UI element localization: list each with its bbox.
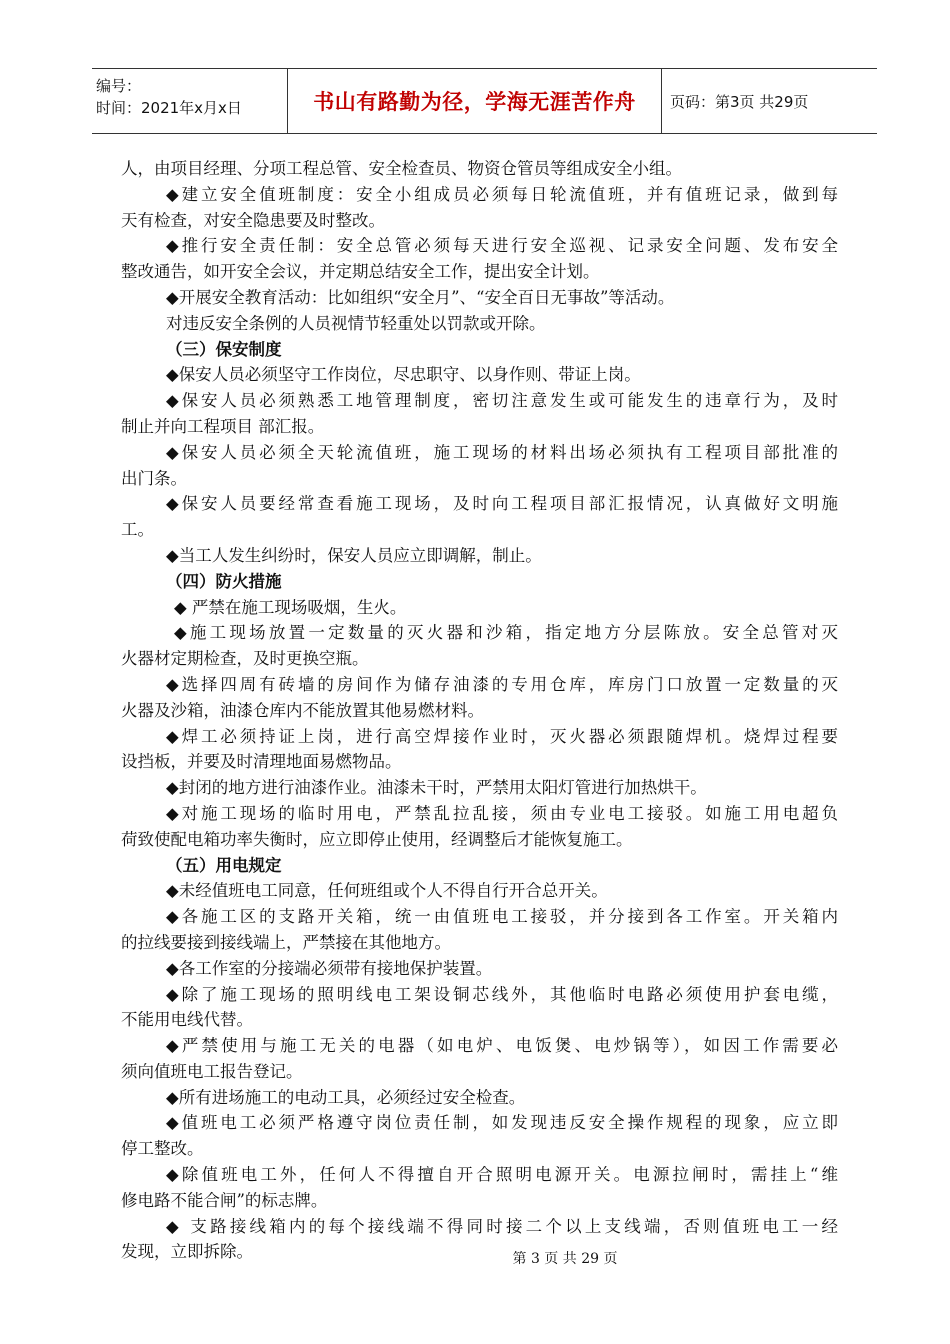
text-line: ◆所有进场施工的电动工具，必须经过安全检查。 [166, 1087, 526, 1107]
text-line: ◆保安人员必须熟悉工地管理制度，密切注意发生或可能发生的违章行为，及时 [166, 391, 838, 411]
text-line: 制止并向工程项目 部汇报。 [121, 416, 325, 436]
text-line: ◆选择四周有砖墙的房间作为储存油漆的专用仓库，库房门口放置一定数量的灭 [166, 674, 838, 694]
text-line: ◆除了施工现场的照明线电工架设铜芯线外，其他临时电路必须使用护套电缆， [166, 984, 838, 1004]
text-line: ◆对施工现场的临时用电，严禁乱拉乱接，须由专业电工接驳。如施工用电超负 [166, 803, 838, 823]
text-line: ◆建立安全值班制度：安全小组成员必须每日轮流值班，并有值班记录，做到每 [166, 184, 838, 204]
text-line: 荷致使配电箱功率失衡时，应立即停止使用，经调整后才能恢复施工。 [121, 829, 633, 849]
text-line: ◆值班电工必须严格遵守岗位责任制，如发现违反安全操作规程的现象，应立即 [166, 1113, 838, 1133]
text-line: ◆开展安全教育活动：比如组织“安全月”、“安全百日无事故”等活动。 [166, 287, 675, 307]
text-line: ◆施工现场放置一定数量的灭火器和沙箱，指定地方分层陈放。安全总管对灭 [174, 623, 838, 643]
text-line: ◆各工作室的分接端必须带有接地保护装置。 [166, 958, 493, 978]
text-line: ◆ 支路接线箱内的每个接线端不得同时接二个以上支线端，否则值班电工一经 [166, 1216, 838, 1236]
text-line: ◆推行安全责任制：安全总管必须每天进行安全巡视、记录安全问题、发布安全 [166, 236, 838, 256]
text-line: 工。 [121, 520, 154, 540]
text-line: 的拉线要接到接线端上，严禁接在其他地方。 [121, 932, 451, 952]
text-line: ◆保安人员要经常查看施工现场，及时向工程项目部汇报情况，认真做好文明施 [166, 494, 838, 514]
text-line: ◆焊工必须持证上岗，进行高空焊接作业时，灭火器必须跟随焊机。烧焊过程要 [166, 726, 838, 746]
text-line: 人，由项目经理、分项工程总管、安全检查员、物资仓管员等组成安全小组。 [121, 159, 682, 178]
text-line: ◆当工人发生纠纷时，保安人员应立即调解，制止。 [166, 545, 542, 565]
text-line: 停工整改。 [121, 1139, 204, 1159]
text-line: ◆封闭的地方进行油漆作业。油漆未干时，严禁用太阳灯管进行加热烘干。 [166, 778, 707, 798]
text-line: ◆未经值班电工同意，任何班组或个人不得自行开合总开关。 [166, 881, 608, 901]
text-line: 须向值班电工报告登记。 [121, 1061, 303, 1081]
text-line: ◆保安人员必须全天轮流值班，施工现场的材料出场必须执有工程项目部批准的 [166, 442, 838, 462]
header-motto: 书山有路勤为径，学海无涯苦作舟 [288, 69, 662, 133]
text-line: 不能用电线代替。 [121, 1010, 253, 1030]
text-line: ◆除值班电工外，任何人不得擅自开合照明电源开关。电源拉闸时，需挂上“维 [166, 1165, 838, 1185]
text-line: 发现，立即拆除。 [121, 1242, 253, 1262]
section-heading: （三）保安制度 [166, 339, 282, 359]
header-meta [92, 69, 288, 133]
text-line: 整改通告，如开安全会议，并定期总结安全工作，提出安全计划。 [121, 262, 600, 282]
document-body [121, 156, 838, 1265]
header-page-number: 页码：第3页 共29页 [670, 92, 809, 111]
text-line: 火器材定期检查，及时更换空瓶。 [121, 649, 369, 669]
section-heading: （五）用电规定 [166, 855, 282, 875]
text-line: ◆ 严禁在施工现场吸烟，生火。 [174, 597, 407, 617]
text-line: 设挡板，并要及时清理地面易燃物品。 [121, 752, 402, 772]
section-heading: （四）防火措施 [166, 571, 282, 591]
text-line: ◆严禁使用与施工无关的电器（如电炉、电饭煲、电炒锅等），如因工作需要必 [166, 1036, 838, 1056]
text-line: 修电路不能合闸”的标志牌。 [121, 1190, 328, 1210]
code-label: 编号： [96, 77, 142, 95]
text-line: ◆保安人员必须坚守工作岗位，尽忠职守、以身作则、带证上岗。 [166, 365, 641, 385]
page-footer: 第 3 页 共 29 页 [512, 1251, 618, 1267]
time-label: 时间：2021年x月x日 [96, 99, 242, 117]
text-line: 火器及沙箱，油漆仓库内不能放置其他易燃材料。 [121, 700, 484, 720]
text-line: ◆各施工区的支路开关箱，统一由值班电工接驳，并分接到各工作室。开关箱内 [166, 907, 838, 927]
page-header [92, 68, 877, 134]
text-line: 天有检查，对安全隐患要及时整改。 [121, 210, 385, 230]
text-line: 对违反安全条例的人员视情节轻重处以罚款或开除。 [166, 313, 546, 333]
text-line: 出门条。 [121, 468, 187, 488]
